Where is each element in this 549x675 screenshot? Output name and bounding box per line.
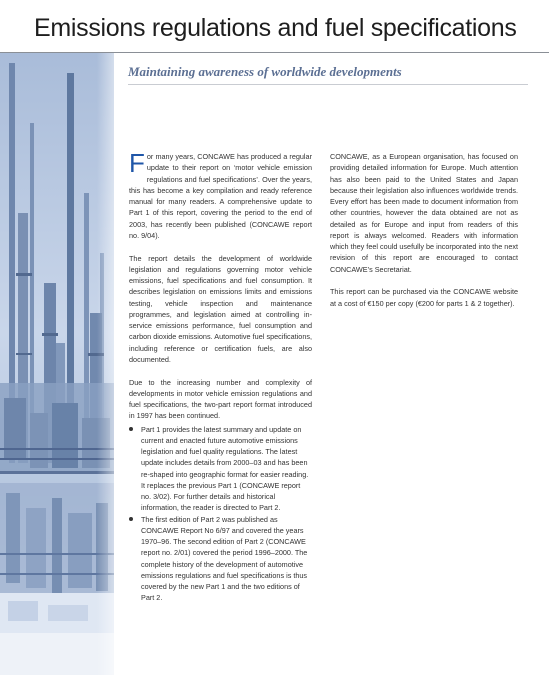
page-title: Emissions regulations and fuel specifications (34, 14, 517, 42)
list-item-text: Part 1 provides the latest summary and update on current and enacted future automotive emissions legislation and fuel quality regulations. The latest update includes details from 2000–03 and has been re-shaped into geographic format for easier reading. It replaces the previous Part 1 (CONCAWE report no. 3/02). For further details and historical information, the reader is directed to Part 2. (141, 424, 309, 513)
drop-cap: F (129, 148, 145, 178)
purchase-paragraph: This report can be purchased via the CONCAWE website at a cost of €150 per copy (€200 for parts 1 & 2 together). (330, 287, 518, 308)
intro-paragraph (129, 148, 312, 241)
details-paragraph: The report details the development of worldwide legislation and regulations governing motor vehicle emissions, fuel specifications and fuel consumption. It describes legislation on emissions limits and emissions testing, vehicle inspection and maintenance programmes, and legislation aimed at controlling in-service emissions performance, fuel consumption and carbon dioxide emissions. Automotive fuel specifications, including reference or certification fuels, are also documented. (129, 253, 312, 364)
list-item-text: The first edition of Part 2 was published as CONCAWE Report No 6/97 and covered the years 1970–96. The second edition of Part 2 (CONCAWE report no. 2/01) covered the period 1996–2000. The complete history of the development of automotive emissions regulations and fuel specifications is thus covered by the new Part 1 and the two editions of Part 2. (141, 514, 308, 603)
refinery-photo-strip (0, 53, 114, 675)
right-column (330, 151, 518, 320)
subtitle-divider (128, 84, 528, 85)
europe-paragraph: CONCAWE, as a European organisation, has focused on providing detailed information for Europe. Much attention has also been paid to the United States and Japan because their legislation also influences worldwide trends. Every effort has been made to document information from other countries, however the data obtained are not as detailed as for Europe and input from readers of this report is always welcomed. Readers with information which they feel could usefully be incorporated into the next revision of this report are encouraged to contact CONCAWE’s Secretariat. (330, 152, 518, 274)
list-item (129, 514, 312, 604)
left-column (129, 148, 312, 604)
page-header (0, 0, 549, 53)
bullet-icon (129, 517, 133, 521)
refinery-illustration (0, 53, 114, 675)
bullet-icon (129, 427, 133, 431)
subtitle: Maintaining awareness of worldwide developments (128, 64, 402, 79)
format-paragraph: Due to the increasing number and complexity of developments in motor vehicle emission regulations and fuel specifications, the two-part report format introduced in 1997 has been continued. (129, 377, 312, 421)
parts-list (129, 424, 312, 604)
list-item (129, 424, 312, 514)
intro-text: or many years, CONCAWE has produced a regular update to their report on ‘motor vehicle emission regulations and fuel specifications’. Over the years, this has become a key compilation and ready reference manual for many readers. A comprehensive update to Part 1 of this report, covering the period to the end of 2003, has recently been published (CONCAWE report no. 9/04). (129, 152, 312, 240)
